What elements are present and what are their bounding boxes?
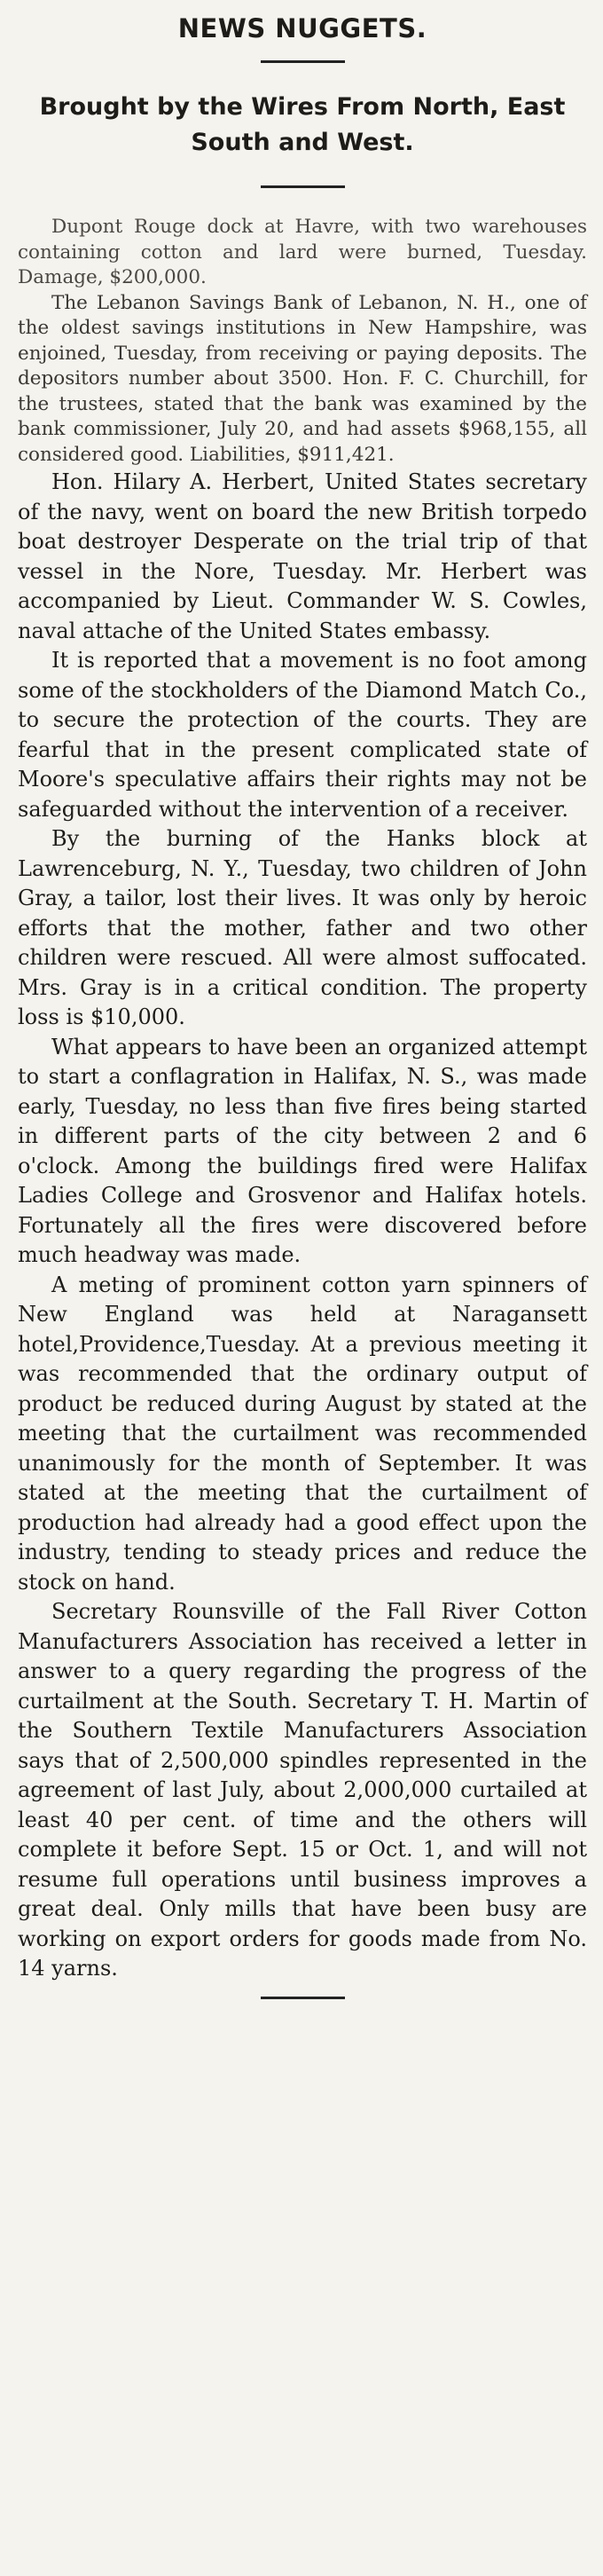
article-halifax-fires: What appears to have been an organized attempt to start a conflagration in Halifax, N. S., was made early, Tuesday, no less than five fires being started in different parts of the city between 2 and 6 o'clock. Among the buildings fired were Halifax Ladies College and Grosvenor and Halifax hotels. Fortunately all the fires were discovered before much headway was made. xyxy=(18,1034,587,1267)
article-diamond-match: It is reported that a movement is no foot among some of the stockholders of the Diamond Match Co., to secure the protection of the courts. They are fearful that in the present complicated state of Moore's speculative affairs their rights may not be safeguarded without the intervention of a receiver. xyxy=(18,648,587,822)
article-lebanon-bank: The Lebanon Savings Bank of Lebanon, N. H., one of the oldest savings institutions in New Hampshire, was enjoined, Tuesday, from receiving or paying deposits. The depositors number about 3500. Hon. F. C. Churchill, for the trustees, stated that the bank was examined by the bank commissioner, July 20, and had assets $968,155, all considered good. Liabilities, $911,421. xyxy=(18,291,587,466)
page-subheadline: Brought by the Wires From North, East South and West. xyxy=(39,93,566,156)
article-havre-fire: Dupont Rouge dock at Havre, with two warehouses containing cotton and lard were burned, Tuesday. Damage, $200,000. xyxy=(18,216,587,288)
subheadline-rule xyxy=(261,185,345,188)
page-headline: NEWS NUGGETS. xyxy=(177,13,427,43)
article-hanks-block: By the burning of the Hanks block at Lawrenceburg, N. Y., Tuesday, two children of John Gray, a tailor, lost their lives. It was only by heroic efforts that the mother, father and two other children were rescued. All were almost suffocated. Mrs. Gray is in a critical condition. The property loss is $10,000. xyxy=(18,826,587,1029)
closing-rule xyxy=(261,1997,345,1999)
article-list xyxy=(18,215,587,1984)
article-cotton-spinners: A meting of prominent cotton yarn spinners of New England was held at Naragansett hotel,Providence,Tuesday. At a previous meeting it was recommended that the ordinary output of product be reduced during August by stated at the meeting that the curtailment was recommended unanimously for the month of September. It was stated at the meeting that the curtailment of production had already had a good effect upon the industry, tending to steady prices and reduce the stock on hand. xyxy=(18,1272,587,1595)
article-herbert-torpedo: Hon. Hilary A. Herbert, United States secretary of the navy, went on board the new British torpedo boat destroyer Desperate on the trial trip of that vessel in the Nore, Tuesday. Mr. Herbert was accompanied by Lieut. Commander W. S. Cowles, naval attache of the United States embassy. xyxy=(18,469,587,643)
headline-rule xyxy=(261,60,345,63)
article-fall-river: Secretary Rounsville of the Fall River Cotton Manufacturers Association has received a letter in answer to a query regarding the progress of the curtailment at the South. Secretary T. H. Martin of the Southern Textile Manufacturers Association says that of 2,500,000 spindles represented in the agreement of last July, about 2,000,000 curtailed at least 40 per cent. of time and the others will complete it before Sept. 15 or Oct. 1, and will not resume full operations until business improves a great deal. Only mills that have been busy are working on export orders for goods made from No. 14 yarns. xyxy=(18,1599,587,1981)
